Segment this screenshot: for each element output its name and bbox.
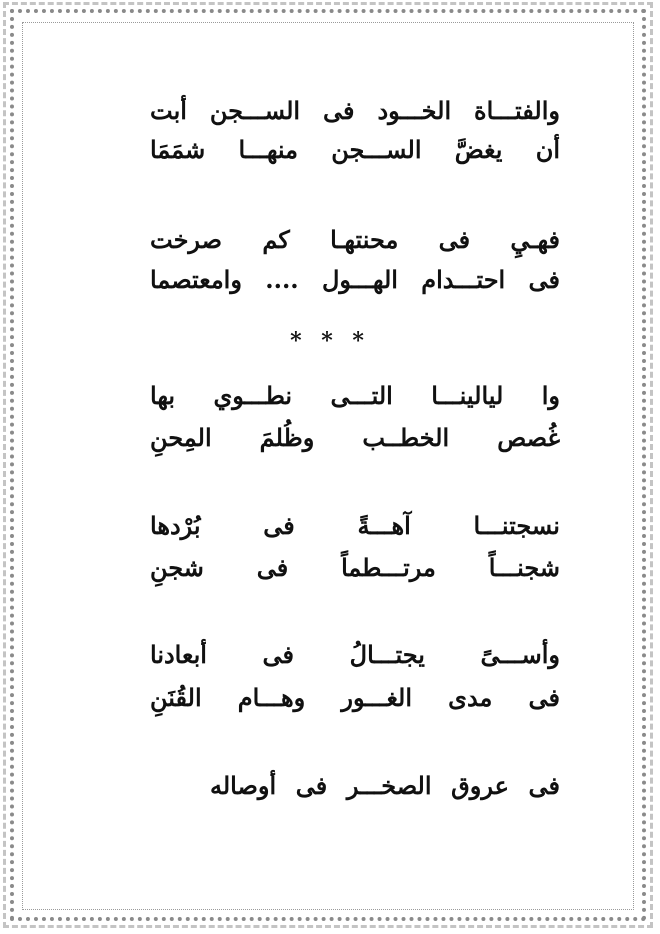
verse-line: شجنـــاً مرتـــطماً فى شجنِ [150, 553, 560, 582]
verse-line: فهـيِ فى محنتهـا كم صرخت [150, 225, 560, 254]
stanza-separator: * * * [290, 328, 370, 354]
verse-line: فى احتـــدام الهـــول .... وامعتصما [150, 265, 560, 294]
verse-line: فى مدى الغـــور وهـــام القُنَنِ [150, 683, 560, 712]
verse-line: وا ليالينـــا التـــى نطـــوي بها [150, 381, 560, 410]
verse-line: أن يغضَّ الســـجن منهـــا شمَمَا [150, 135, 560, 164]
verse-line: نسجتنـــا آهـــةً فى بُرْدها [150, 511, 560, 540]
verse-line: وأســـىً يجتـــالُ فى أبعادنا [150, 640, 560, 669]
verse-line: غُصص الخطــب وظُلمَ المِحنِ [150, 423, 560, 452]
verse-line: فى عروق الصخـــر فى أوصاله [210, 771, 560, 800]
verse-line: والفتـــاة الخـــود فى الســـجن أبت [150, 96, 560, 125]
poem [150, 0, 560, 934]
